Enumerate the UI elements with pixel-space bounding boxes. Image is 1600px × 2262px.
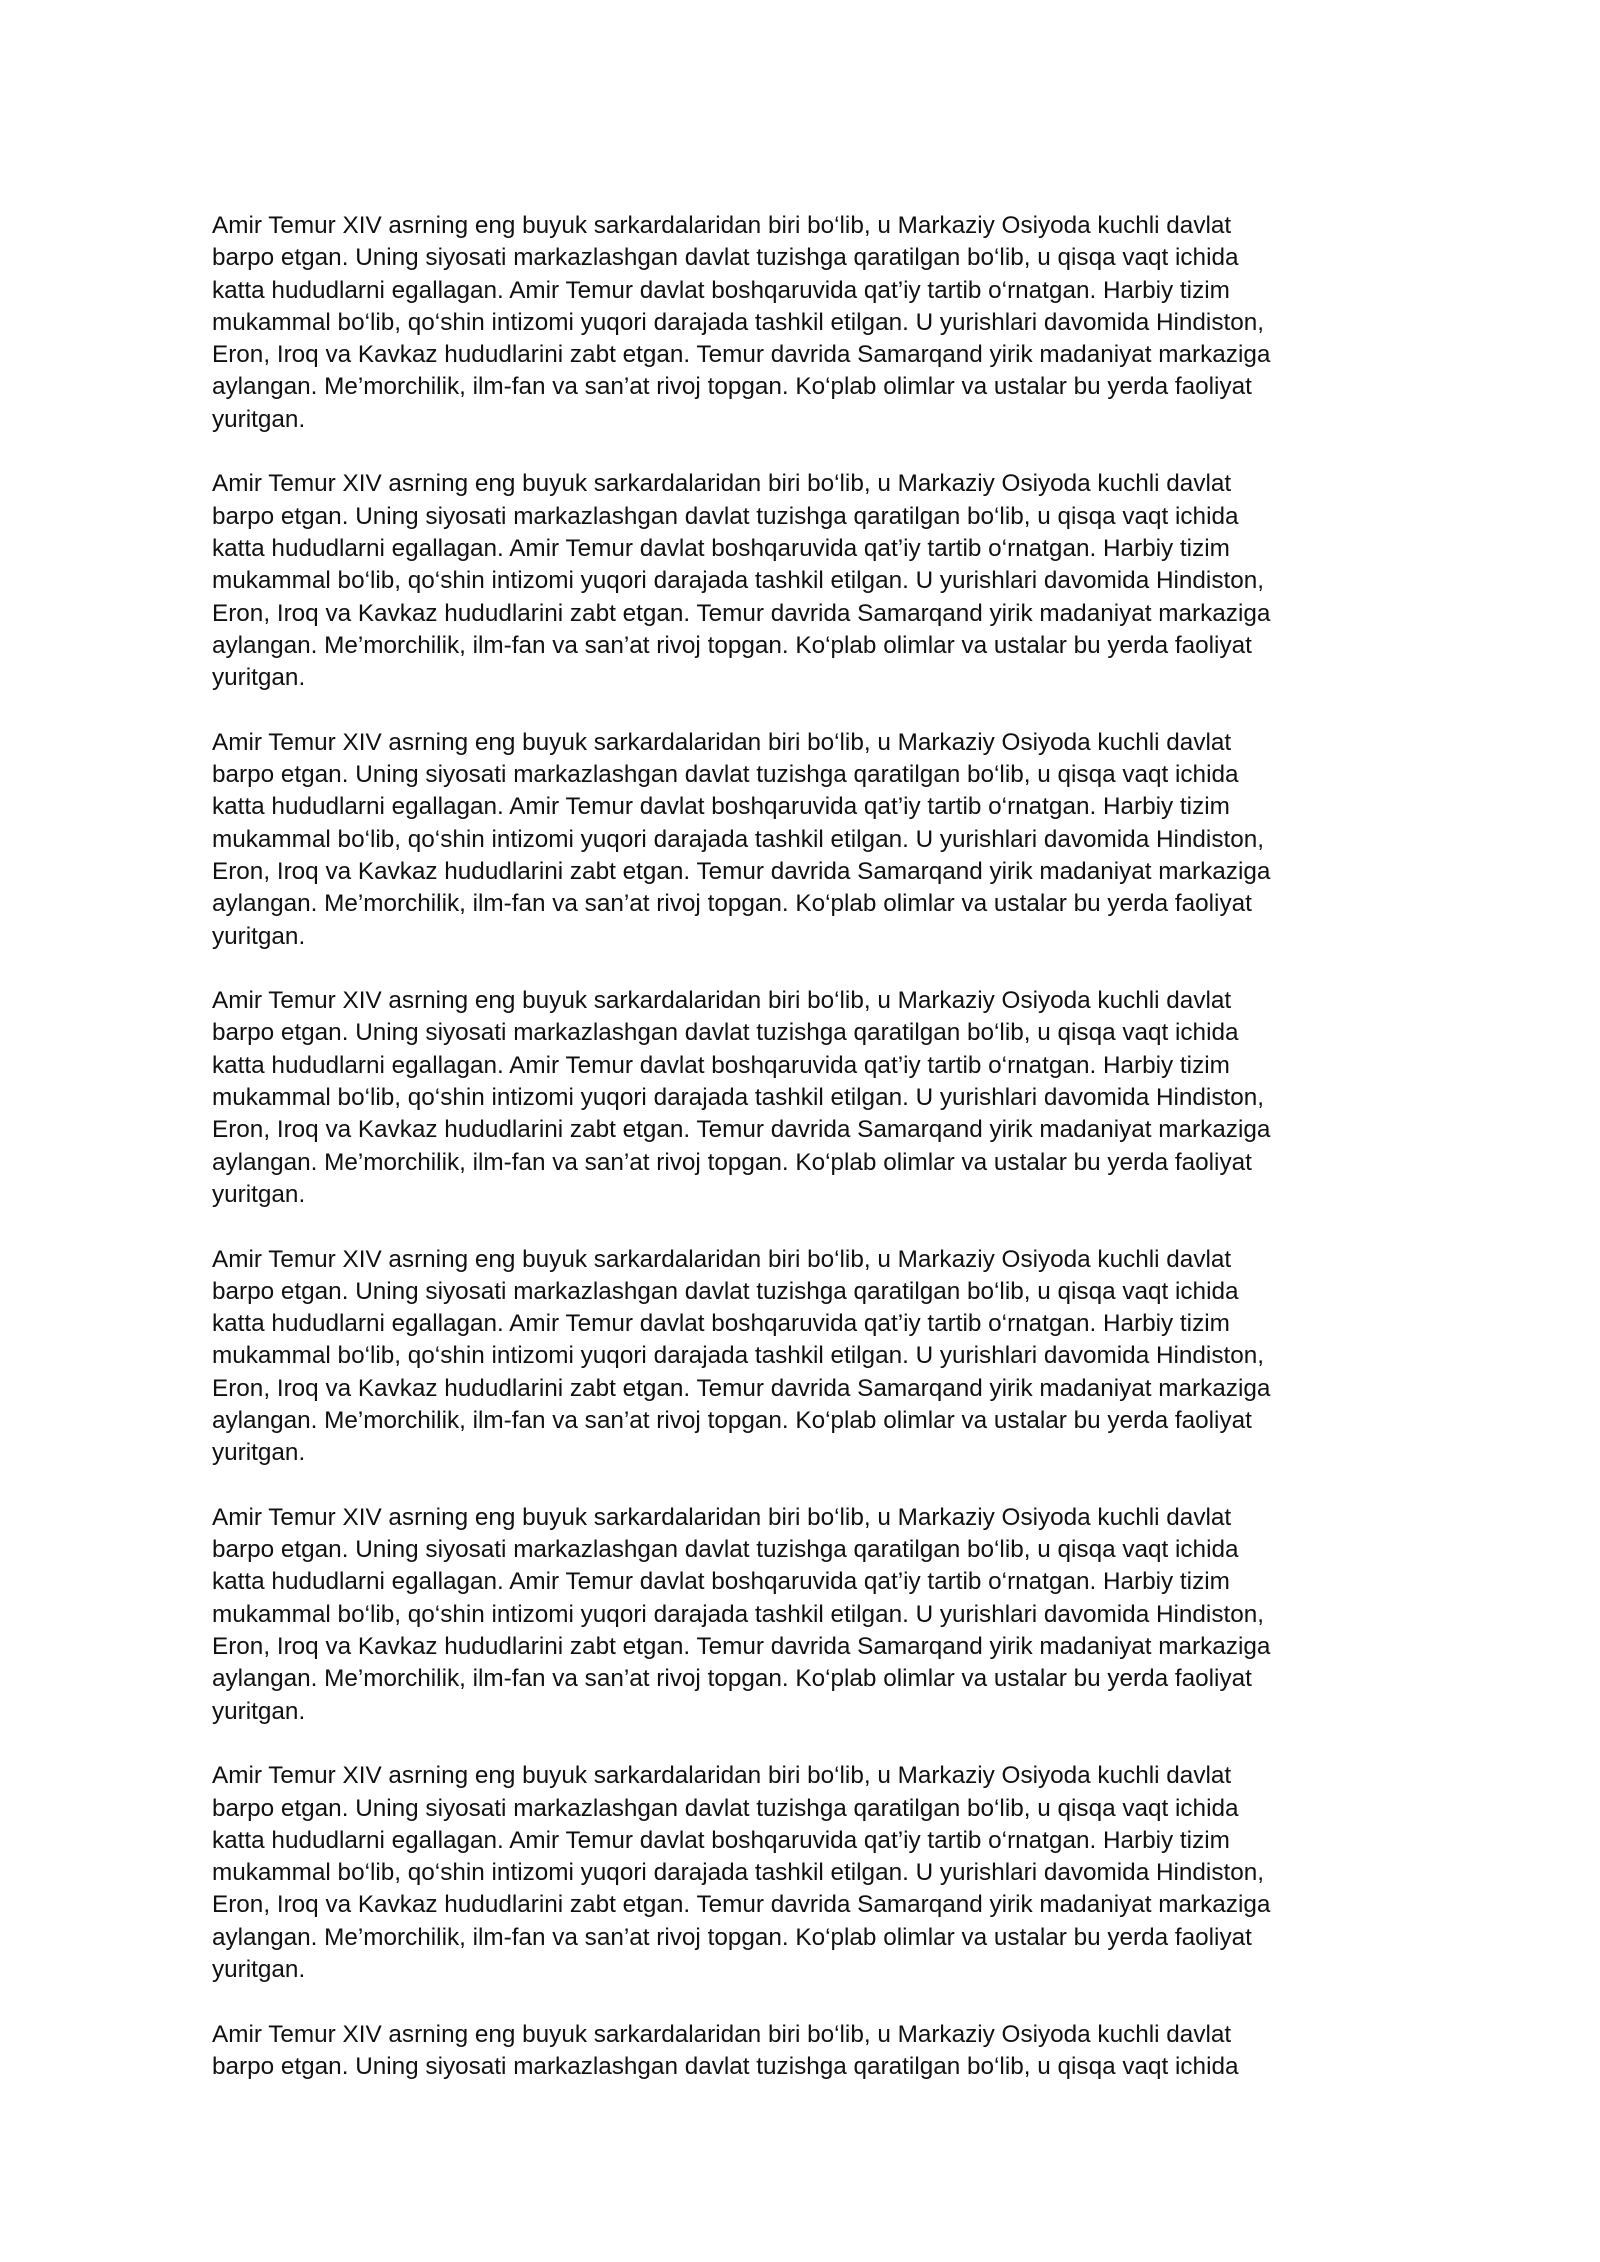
text-line: mukammal bo‘lib, qo‘shin intizomi yuqori darajada tashkil etilgan. U yurishlari davomida Hindiston, — [212, 1084, 1265, 1112]
text-line: yuritgan. — [212, 405, 306, 433]
text-line: Eron, Iroq va Kavkaz hududlarini zabt etgan. Temur davrida Samarqand yirik madaniyat markaziga — [212, 341, 1271, 369]
text-line: katta hududlarni egallagan. Amir Temur davlat boshqaruvida qat’iy tartib o‘rnatgan. Harbiy tizim — [212, 1826, 1230, 1854]
paragraph — [212, 2019, 1402, 2084]
text-line: Amir Temur XIV asrning eng buyuk sarkardalaridan biri bo‘lib, u Markaziy Osiyoda kuchli davlat — [212, 1245, 1232, 1273]
text-line: Amir Temur XIV asrning eng buyuk sarkardalaridan biri bo‘lib, u Markaziy Osiyoda kuchli davlat — [212, 987, 1232, 1015]
text-line: yuritgan. — [212, 1697, 306, 1725]
text-line: Amir Temur XIV asrning eng buyuk sarkardalaridan biri bo‘lib, u Markaziy Osiyoda kuchli davlat — [212, 1503, 1232, 1531]
text-line: katta hududlarni egallagan. Amir Temur davlat boshqaruvida qat’iy tartib o‘rnatgan. Harbiy tizim — [212, 534, 1230, 562]
text-line: aylangan. Me’morchilik, ilm-fan va san’at rivoj topgan. Ko‘plab olimlar va ustalar bu yerda faoliyat — [212, 890, 1252, 918]
text-line: mukammal bo‘lib, qo‘shin intizomi yuqori darajada tashkil etilgan. U yurishlari davomida Hindiston, — [212, 567, 1265, 595]
text-line: Amir Temur XIV asrning eng buyuk sarkardalaridan biri bo‘lib, u Markaziy Osiyoda kuchli davlat — [212, 212, 1232, 239]
text-line: Eron, Iroq va Kavkaz hududlarini zabt etgan. Temur davrida Samarqand yirik madaniyat markaziga — [212, 1633, 1271, 1661]
text-line: katta hududlarni egallagan. Amir Temur davlat boshqaruvida qat’iy tartib o‘rnatgan. Harbiy tizim — [212, 1051, 1230, 1079]
text-line: Amir Temur XIV asrning eng buyuk sarkardalaridan biri bo‘lib, u Markaziy Osiyoda kuchli davlat — [212, 728, 1232, 756]
text-line: mukammal bo‘lib, qo‘shin intizomi yuqori darajada tashkil etilgan. U yurishlari davomida Hindiston, — [212, 1859, 1265, 1887]
text-line: aylangan. Me’morchilik, ilm-fan va san’at rivoj topgan. Ko‘plab olimlar va ustalar bu yerda faoliyat — [212, 1665, 1252, 1693]
document-body — [212, 210, 1402, 2116]
text-line: mukammal bo‘lib, qo‘shin intizomi yuqori darajada tashkil etilgan. U yurishlari davomida Hindiston, — [212, 1600, 1265, 1628]
text-line: yuritgan. — [212, 1180, 306, 1208]
text-line: katta hududlarni egallagan. Amir Temur davlat boshqaruvida qat’iy tartib o‘rnatgan. Harbiy tizim — [212, 276, 1230, 304]
text-line: katta hududlarni egallagan. Amir Temur davlat boshqaruvida qat’iy tartib o‘rnatgan. Harbiy tizim — [212, 793, 1230, 821]
paragraph — [212, 210, 1402, 436]
text-line: mukammal bo‘lib, qo‘shin intizomi yuqori darajada tashkil etilgan. U yurishlari davomida Hindiston, — [212, 825, 1265, 853]
text-line: aylangan. Me’morchilik, ilm-fan va san’at rivoj topgan. Ko‘plab olimlar va ustalar bu yerda faoliyat — [212, 631, 1252, 659]
text-line: aylangan. Me’morchilik, ilm-fan va san’at rivoj topgan. Ko‘plab olimlar va ustalar bu yerda faoliyat — [212, 1148, 1252, 1176]
text-line: Eron, Iroq va Kavkaz hududlarini zabt etgan. Temur davrida Samarqand yirik madaniyat markaziga — [212, 1116, 1271, 1144]
text-line: aylangan. Me’morchilik, ilm-fan va san’at rivoj topgan. Ko‘plab olimlar va ustalar bu yerda faoliyat — [212, 1406, 1252, 1434]
text-line: Amir Temur XIV asrning eng buyuk sarkardalaridan biri bo‘lib, u Markaziy Osiyoda kuchli davlat — [212, 2020, 1232, 2048]
paragraph — [212, 727, 1402, 953]
paragraph — [212, 1244, 1402, 1470]
text-line: barpo etgan. Uning siyosati markazlashgan davlat tuzishga qaratilgan bo‘lib, u qisqa vaqt ichida — [212, 1277, 1239, 1305]
text-line: barpo etgan. Uning siyosati markazlashgan davlat tuzishga qaratilgan bo‘lib, u qisqa vaqt ichida — [212, 1794, 1239, 1822]
text-line: yuritgan. — [212, 1439, 306, 1467]
text-line: barpo etgan. Uning siyosati markazlashgan davlat tuzishga qaratilgan bo‘lib, u qisqa vaqt ichida — [212, 761, 1239, 789]
text-line: Amir Temur XIV asrning eng buyuk sarkardalaridan biri bo‘lib, u Markaziy Osiyoda kuchli davlat — [212, 1762, 1232, 1790]
text-line: Eron, Iroq va Kavkaz hududlarini zabt etgan. Temur davrida Samarqand yirik madaniyat markaziga — [212, 599, 1271, 627]
text-line: yuritgan. — [212, 1956, 306, 1984]
text-line: mukammal bo‘lib, qo‘shin intizomi yuqori darajada tashkil etilgan. U yurishlari davomida Hindiston, — [212, 1342, 1265, 1370]
paragraph — [212, 985, 1402, 1211]
text-line: yuritgan. — [212, 664, 306, 692]
text-line: Eron, Iroq va Kavkaz hududlarini zabt etgan. Temur davrida Samarqand yirik madaniyat markaziga — [212, 1891, 1271, 1919]
text-line: Eron, Iroq va Kavkaz hududlarini zabt etgan. Temur davrida Samarqand yirik madaniyat markaziga — [212, 1374, 1271, 1402]
text-line: mukammal bo‘lib, qo‘shin intizomi yuqori darajada tashkil etilgan. U yurishlari davomida Hindiston, — [212, 308, 1265, 336]
text-line: barpo etgan. Uning siyosati markazlashgan davlat tuzishga qaratilgan bo‘lib, u qisqa vaqt ichida — [212, 1536, 1239, 1564]
text-line: Eron, Iroq va Kavkaz hududlarini zabt etgan. Temur davrida Samarqand yirik madaniyat markaziga — [212, 857, 1271, 885]
paragraph — [212, 468, 1402, 694]
text-line: barpo etgan. Uning siyosati markazlashgan davlat tuzishga qaratilgan bo‘lib, u qisqa vaqt ichida — [212, 1019, 1239, 1047]
paragraph — [212, 1502, 1402, 1728]
text-line: aylangan. Me’morchilik, ilm-fan va san’at rivoj topgan. Ko‘plab olimlar va ustalar bu yerda faoliyat — [212, 373, 1252, 401]
text-line: barpo etgan. Uning siyosati markazlashgan davlat tuzishga qaratilgan bo‘lib, u qisqa vaqt ichida — [212, 502, 1239, 530]
text-line: katta hududlarni egallagan. Amir Temur davlat boshqaruvida qat’iy tartib o‘rnatgan. Harbiy tizim — [212, 1310, 1230, 1338]
text-line: aylangan. Me’morchilik, ilm-fan va san’at rivoj topgan. Ko‘plab olimlar va ustalar bu yerda faoliyat — [212, 1923, 1252, 1951]
text-line: barpo etgan. Uning siyosati markazlashgan davlat tuzishga qaratilgan bo‘lib, u qisqa vaqt ichida — [212, 244, 1239, 272]
text-line: barpo etgan. Uning siyosati markazlashgan davlat tuzishga qaratilgan bo‘lib, u qisqa vaqt ichida — [212, 2052, 1239, 2080]
text-line: Amir Temur XIV asrning eng buyuk sarkardalaridan biri bo‘lib, u Markaziy Osiyoda kuchli davlat — [212, 470, 1232, 498]
paragraph — [212, 1760, 1402, 1986]
text-line: yuritgan. — [212, 922, 306, 950]
text-line: katta hududlarni egallagan. Amir Temur davlat boshqaruvida qat’iy tartib o‘rnatgan. Harbiy tizim — [212, 1568, 1230, 1596]
